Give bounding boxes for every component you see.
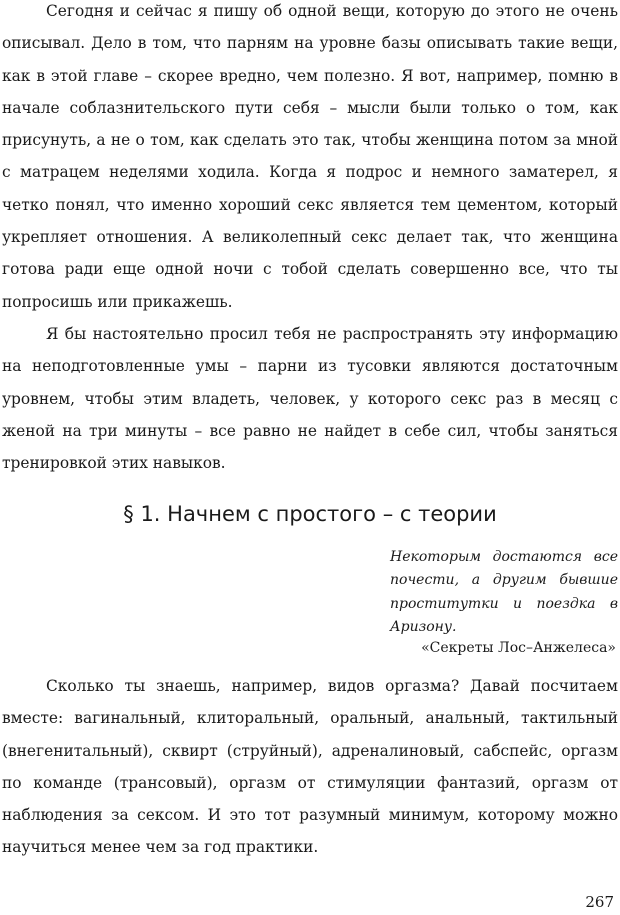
body-paragraph-1: Сегодня и сейчас я пишу об одной вещи, которую до этого не очень описывал. Дело в том, что парням на уровне базы описывать такие вещи, как в этой главе – скорее вредно, чем полезно. Я вот, например, помню в начале соблазнительского пути себя – мысли были только о том, как присунуть, а не о том, как сделать это так, чтобы женщина потом за мной с матрацем неделями ходила. Когда я подрос и немного заматерел, я четко понял, что именно хороший секс является тем цементом, который укрепляет отношения. А великолепный секс делает так, что женщина готова ради еще одной ночи с тобой сделать совершенно все, что ты попросишь или прикажешь. [2, 2, 618, 311]
section-heading: § 1. Начнем с простого – с теории [123, 502, 497, 526]
page-number: 267 [585, 893, 614, 911]
epigraph-quote: Некоторым достаются все почести, а другим бывшие проститутки и поездка в Аризону. [390, 549, 618, 635]
section-paragraph-1: Сколько ты знаешь, например, видов оргазма? Давай посчитаем вместе: вагинальный, клиторальный, оральный, анальный, тактильный (внегенитальный), сквирт (струйный), адреналиновый, сабспейс, оргазм по команде (трансовый), оргазм от стимуляции фантазий, оргазм от наблюдения за сексом. И это тот разумный минимум, которому можно научиться менее чем за год практики. [2, 677, 618, 857]
body-paragraph-2: Я бы настоятельно просил тебя не распространять эту информацию на неподготовленные умы – парни из тусовки являются достаточным уровнем, чтобы этим владеть, человек, у которого секс раз в месяц с женой на три минуты – все равно не найдет в себе сил, чтобы заняться тренировкой этих навыков. [2, 325, 618, 473]
epigraph-source: «Секреты Лос–Анжелеса» [421, 640, 616, 656]
